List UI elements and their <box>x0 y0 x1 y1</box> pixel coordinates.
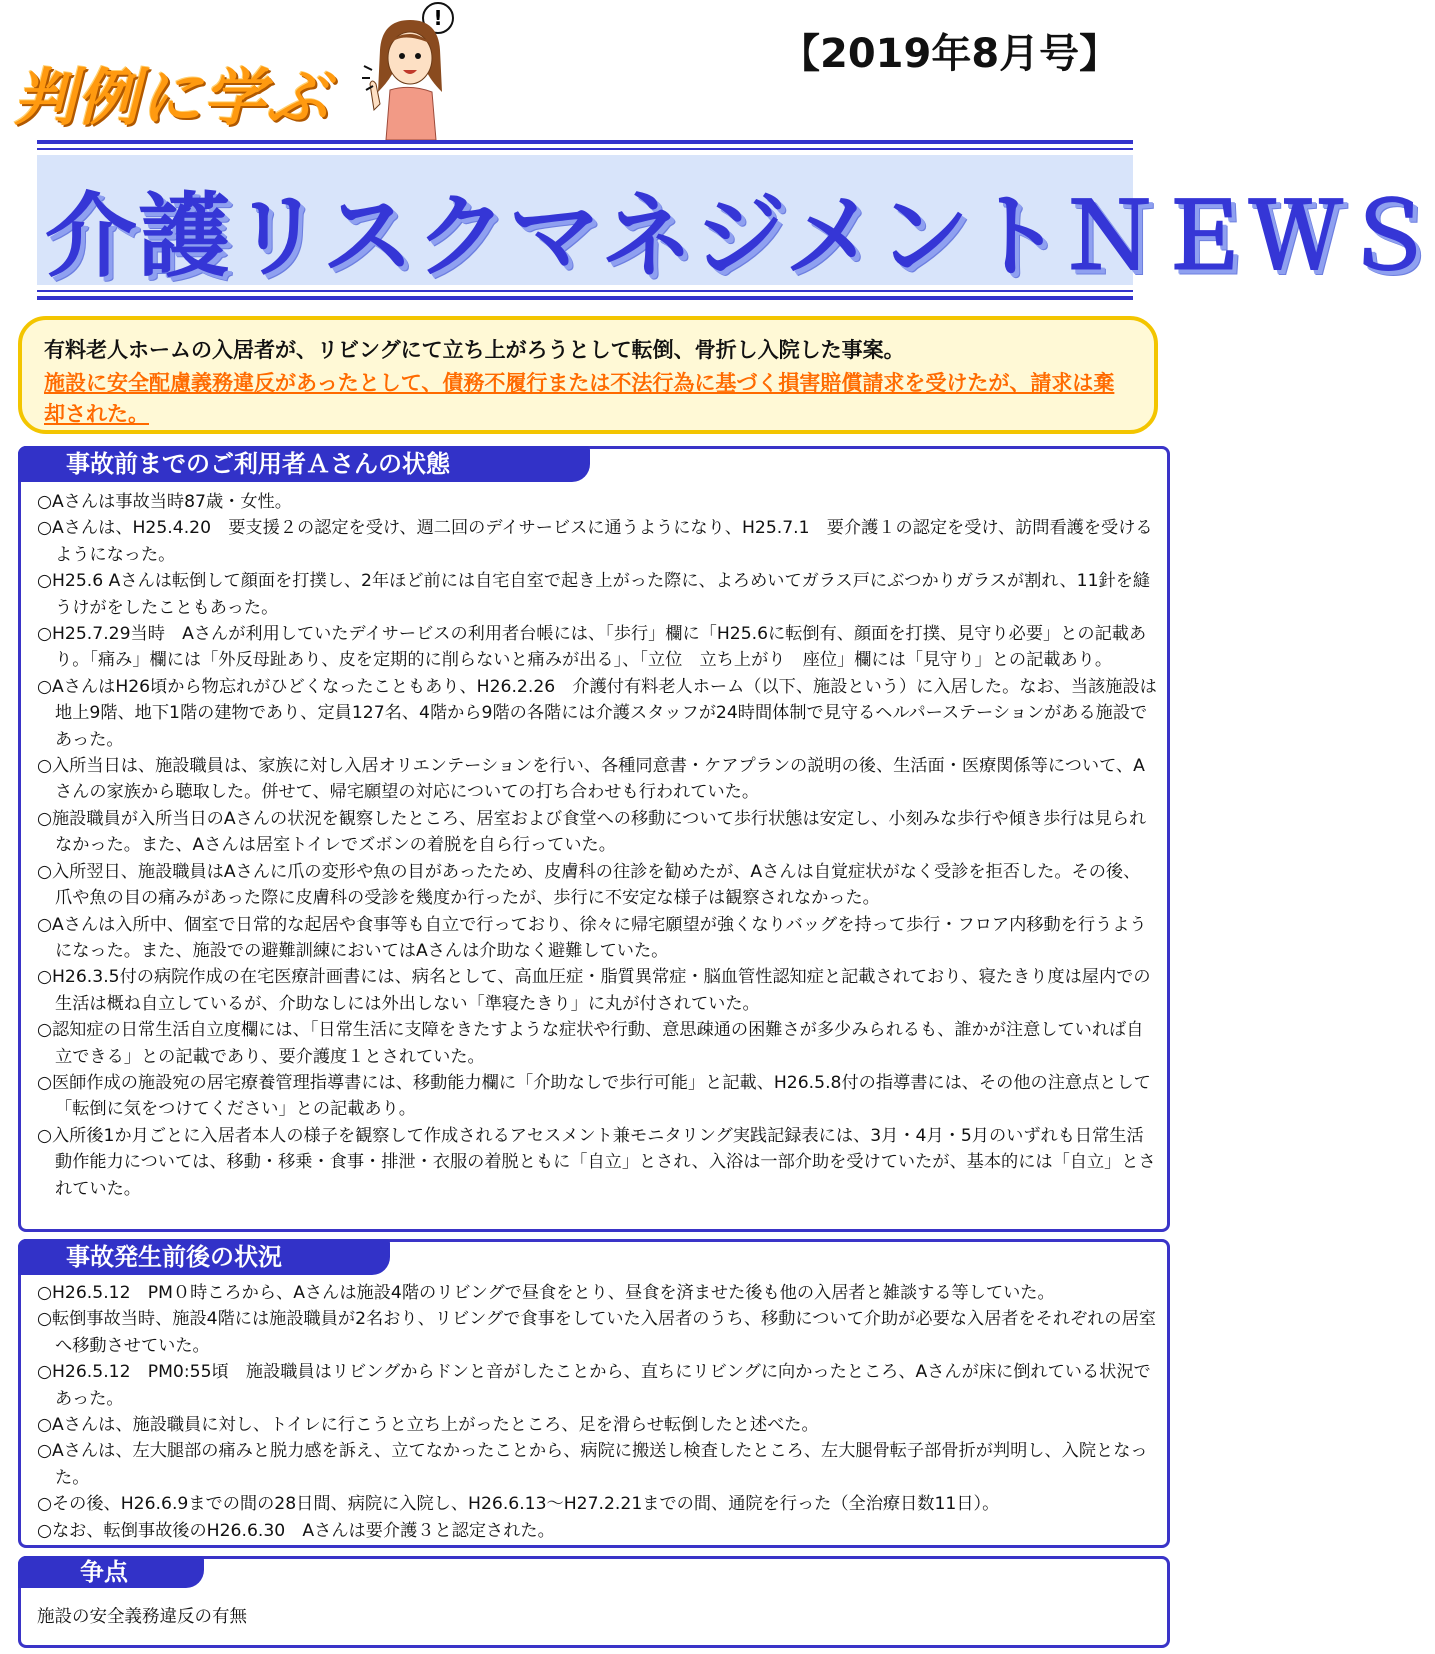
banner-rule <box>37 140 1133 144</box>
list-item: ○H25.7.29当時 Aさんが利用していたデイサービスの利用者台帳には、「歩行」欄に「H25.6に転倒有、顔面を打撲、見守り必要」との記載あり。「痛み」欄には「外反母趾あり、皮を定期的に削らないと痛みが出る」、「立位 立ち上がり 座位」欄には「見守り」との記載あり。 <box>37 624 1147 671</box>
list-item: ○H26.5.12 PM０時ころから、Aさんは施設4階のリビングで昼食をとり、昼食を済ませた後も他の入居者と雑談する等していた。 <box>37 1283 1055 1303</box>
list-item: ○Aさんは、H25.4.20 要支援２の認定を受け、週二回のデイサービスに通うようになり、H25.7.1 要介護１の認定を受け、訪問看護を受けるようになった。 <box>37 518 1153 565</box>
list-item: ○入所翌日、施設職員はAさんに爪の変形や魚の目があったため、皮膚科の往診を勧めたが、Aさんは自覚症状がなく受診を拒否した。その後、爪や魚の目の痛みがあった際に皮膚科の受診を幾度か行ったが、歩行に不安定な様子は観察されなかった。 <box>37 861 1141 909</box>
issue-label: 【2019年8月号】 <box>780 31 1120 77</box>
list-item: ○転倒事故当時、施設4階には施設職員が2名おり、リビングで食事をしていた入居者のうち、移動について介助が必要な入居者をそれぞれの居室へ移動させていた。 <box>37 1309 1156 1356</box>
section-accident-circumstances <box>18 1239 1170 1548</box>
list-item: ○Aさんは、左大腿部の痛みと脱力感を訴え、立てなかったことから、病院に搬送し検査したところ、左大腿骨転子部骨折が判明し、入院となった。 <box>37 1441 1148 1488</box>
list-item: ○Aさんは入所中、個室で日常的な起居や食事等も自立で行っており、徐々に帰宅願望が強くなりバッグを持って歩行・フロア内移動を行うようになった。また、施設での避難訓練においてはAさんは介助なく避難していた。 <box>37 914 1147 961</box>
list-item: ○H26.5.12 PM0:55頃 施設職員はリビングからドンと音がしたことから、直ちにリビングに向かったところ、Aさんが床に倒れている状況であった。 <box>37 1362 1151 1409</box>
list-item: ○AさんはH26頃から物忘れがひどくなったこともあり、H26.2.26 介護付有料老人ホーム（以下、施設という）に入居した。なお、当該施設は地上9階、地下1階の建物であり、定員127名、4階から9階の各階には介護スタッフが24時間体制で見守るヘルパーステーションがある施設であった。 <box>37 676 1157 750</box>
case-summary-fact: 有料老人ホームの入居者が、リビングにて立ち上がろうとして転倒、骨折し入院した事案。 <box>44 338 905 362</box>
banner-rule <box>37 296 1133 300</box>
list-item: ○なお、転倒事故後のH26.6.30 Aさんは要介護３と認定された。 <box>37 1520 555 1541</box>
section-before-accident <box>18 446 1170 1232</box>
banner-rule <box>37 148 1133 150</box>
mascot-illustration <box>360 0 490 140</box>
list-item: ○H25.6 Aさんは転倒して顔面を打撲し、2年ほど前には自宅自室で起き上がった際に、よろめいてガラス戸にぶつかりガラスが割れ、11針を縫うけがをしたこともあった。 <box>37 571 1151 618</box>
list-item: ○医師作成の施設宛の居宅療養管理指導書には、移動能力欄に「介助なしで歩行可能」と記載、H26.5.8付の指導書には、その他の注意点として「転倒に気をつけてください」との記載あり。 <box>37 1072 1151 1120</box>
section-heading: 事故発生前後の状況 <box>18 1239 390 1275</box>
fact-list <box>37 489 1157 1202</box>
title-banner <box>37 155 1435 290</box>
case-summary-box <box>18 316 1158 434</box>
list-item: ○Aさんは、施設職員に対し、トイレに行こうと立ち上がったところ、足を滑らせ転倒したと述べた。 <box>37 1415 819 1436</box>
section-issue <box>18 1556 1170 1648</box>
case-summary-ruling: 施設に安全配慮義務違反があったとして、債務不履行または不法行為に基づく損害賠償請求を受けたが、請求は棄却された。 <box>44 371 1115 426</box>
newsletter-title: 介護リスクマネジメントＮＥＷＳ <box>45 183 1435 290</box>
list-item: ○入所当日は、施設職員は、家族に対し入居オリエンテーションを行い、各種同意書・ケアプランの説明の後、生活面・医療関係等について、Aさんの家族から聴取した。併せて、帰宅願望の対応についての打ち合わせも行われていた。 <box>37 756 1145 803</box>
list-item: ○H26.3.5付の病院作成の在宅医療計画書には、病名として、高血圧症・脂質異常症・脳血管性認知症と記載されており、寝たきり度は屋内での生活は概ね自立しているが、介助なしには外出しない「準寝たきり」に丸が付されていた。 <box>37 967 1151 1014</box>
banner-rule <box>37 290 1133 292</box>
list-item: ○入所後1か月ごとに入居者本人の様子を観察して作成されるアセスメント兼モニタリング実践記録表には、3月・4月・5月のいずれも日常生活動作能力については、移動・移乗・食事・排泄・衣服の着脱ともに「自立」とされ、入浴は一部介助を受けていたが、基本的には「自立」とされていた。 <box>37 1125 1156 1199</box>
series-title: 判例に学ぶ <box>14 61 330 134</box>
speech-bubble-mark: ! <box>433 6 443 30</box>
list-item: ○施設職員が入所当日のAさんの状況を観察したところ、居室および食堂への移動について歩行状態は安定し、小刻みな歩行や傾き歩行は見られなかった。また、Aさんは居室トイレでズボンの着脱を自ら行っていた。 <box>37 808 1147 856</box>
list-item: ○Aさんは事故当時87歳・女性。 <box>37 492 292 512</box>
issue-text: 施設の安全義務違反の有無 <box>37 1607 247 1627</box>
list-item: ○認知症の日常生活自立度欄には、「日常生活に支障をきたすような症状や行動、意思疎通の困難さが多少みられるも、誰かが注意していれば自立できる」との記載であり、要介護度１とされていた。 <box>37 1020 1144 1067</box>
fact-list <box>37 1280 1157 1544</box>
section-heading: 争点 <box>18 1556 204 1588</box>
list-item: ○その後、H26.6.9までの間の28日間、病院に入院し、H26.6.13～H27.2.21までの間、通院を行った（全治療日数11日）。 <box>37 1494 1000 1515</box>
section-heading: 事故前までのご利用者Ａさんの状態 <box>18 446 590 482</box>
